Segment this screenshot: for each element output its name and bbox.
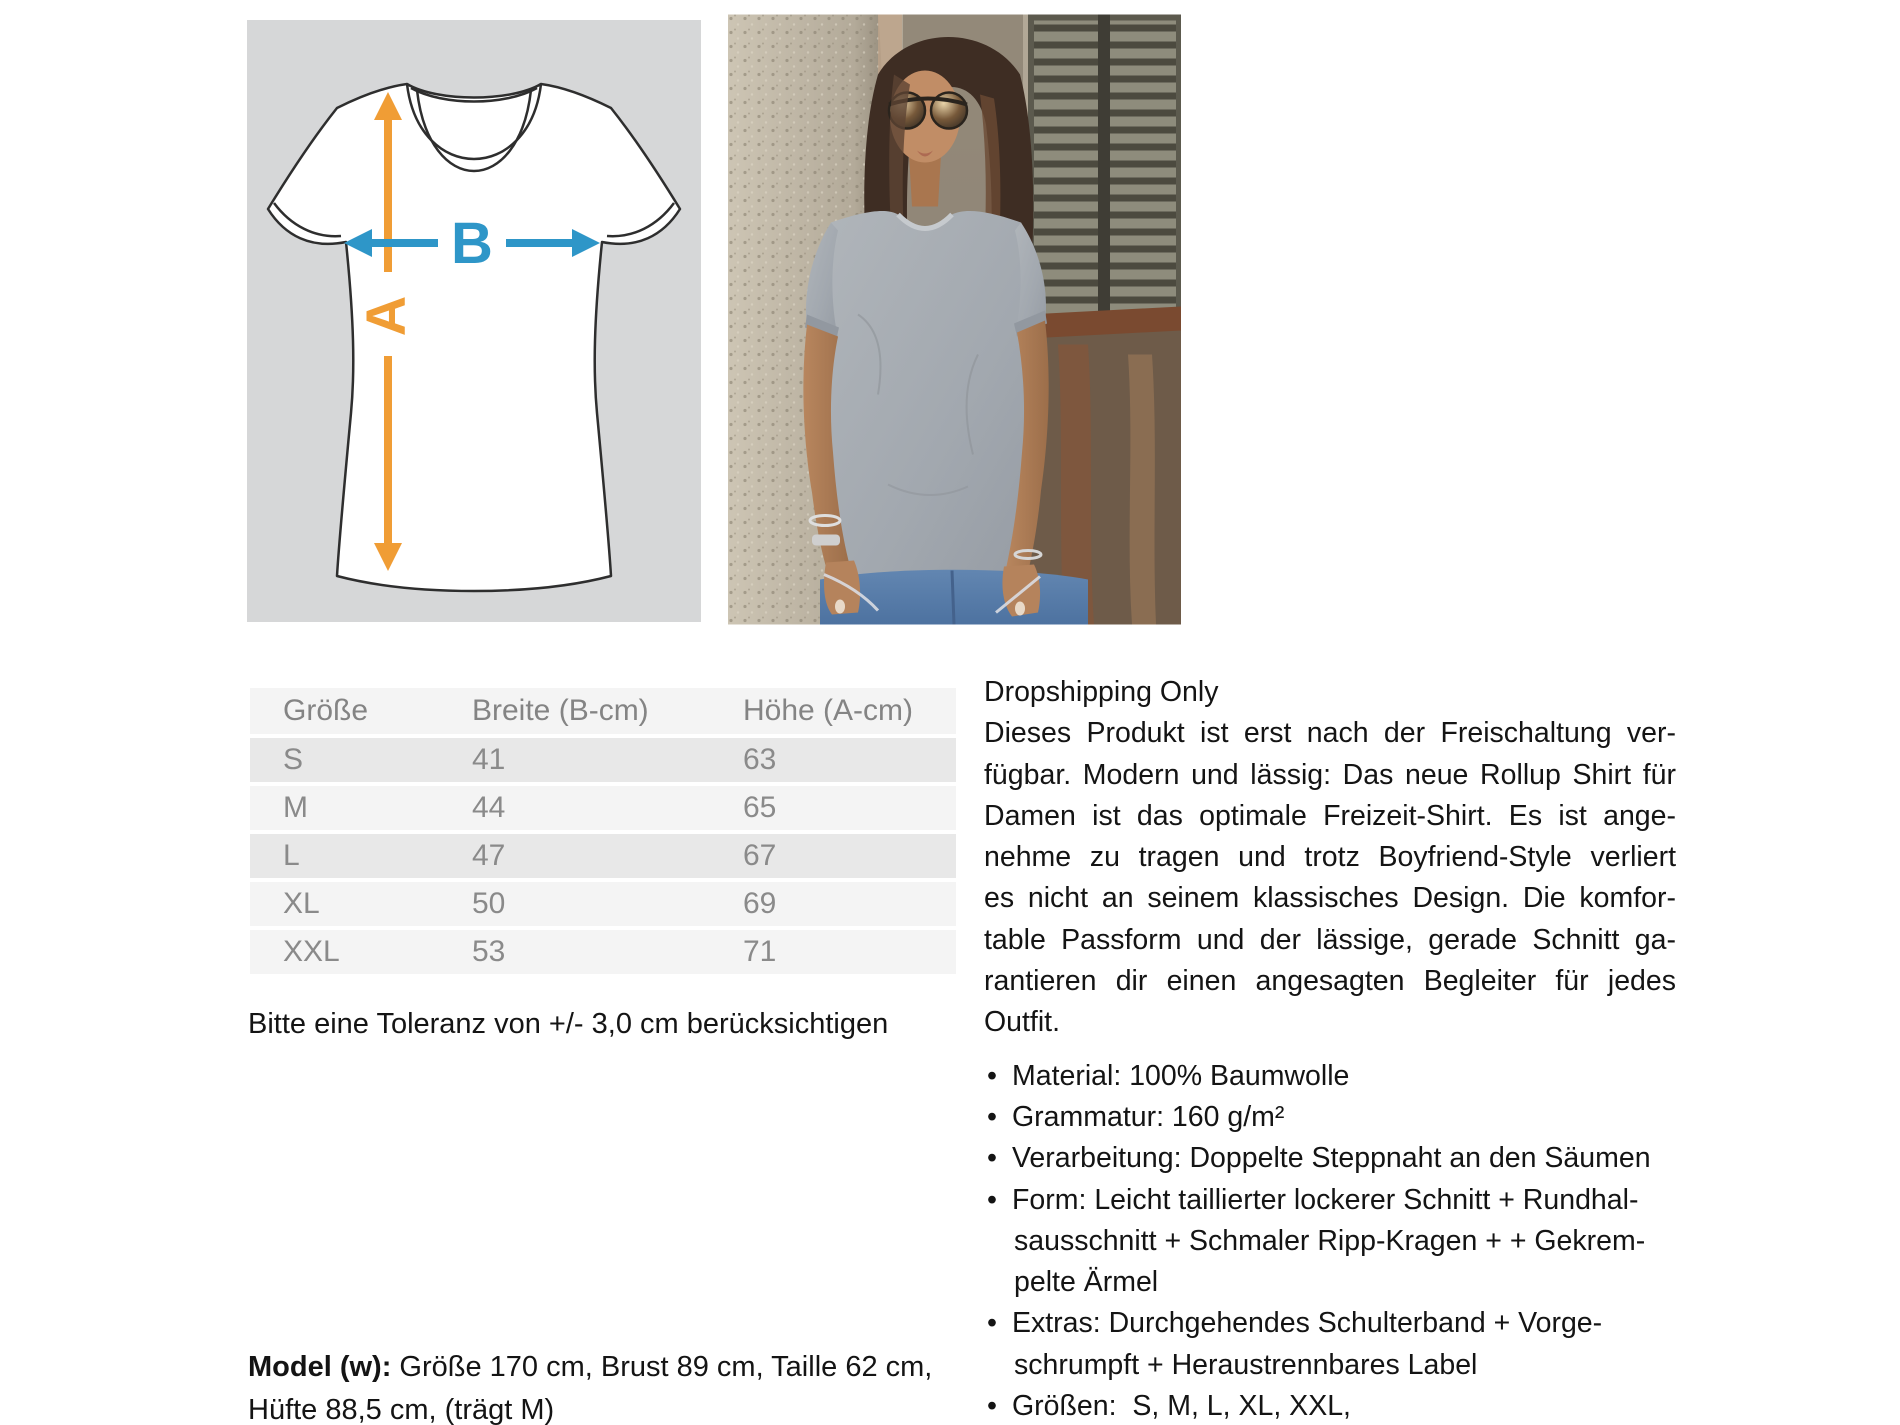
cell-size: XXL [283,935,340,968]
cell-width: 47 [472,839,506,872]
description-line: Dieses Produkt ist erst nach der Freischaltung ver- [984,717,1676,750]
cell-width: 41 [472,743,506,776]
cell-size: M [283,791,308,824]
description-line: rantieren dir einen angesagten Begleiter für jedes [984,965,1676,998]
bullet-icon: • [987,1059,997,1092]
column-header-width: Breite (B-cm) [472,694,649,727]
description-title: Dropshipping Only [984,676,1219,708]
tshirt-outline [268,84,680,591]
spec-item-extras-cont: schrumpft + Heraustrennbares Label [1014,1348,1478,1381]
size-table [250,688,956,978]
description-line: es nicht an seinem klassisches Design. Die komfor- [984,882,1676,915]
cell-size: S [283,743,304,776]
description-line: Damen ist das optimale Freizeit-Shirt. Es ist ange- [984,799,1676,832]
cell-height: 63 [743,743,777,776]
cell-height: 71 [743,935,777,968]
spec-item-verarbeitung: • Verarbeitung: Doppelte Steppnaht an den Säumen [984,1138,1676,1179]
model-measurements [248,1346,1008,1425]
model-photo-illustration [728,14,1181,625]
bullet-icon: • [987,1100,997,1133]
cell-height: 69 [743,887,777,920]
tshirt-measurement-diagram [247,20,701,622]
column-header-size: Größe [283,694,369,727]
model-photo [728,14,1181,625]
cell-size: L [283,839,300,872]
spec-item-form: • Form: Leicht taillierter lockerer Schnitt + Rundhal- [984,1180,1676,1221]
description-line: fügbar. Modern und lässig: Das neue Rollup Shirt für [984,758,1676,791]
tolerance-note: Bitte eine Toleranz von +/- 3,0 cm berücksichtigen [248,1008,889,1040]
bullet-icon: • [987,1142,997,1175]
column-header-height: Höhe (A-cm) [743,694,914,727]
cell-height: 65 [743,791,777,824]
table-row [250,834,956,878]
size-diagram-panel [247,20,701,622]
spec-item-groessen: • Größen: S, M, L, XL, XXL, [984,1386,1676,1425]
spec-item-form-cont: sausschnitt + Schmaler Ripp-Kragen + + Gekrem- [1014,1224,1646,1257]
spec-item-form-cont: pelte Ärmel [1014,1266,1159,1299]
table-row [250,786,956,830]
model-measurements-line2: Hüfte 88,5 cm, (trägt M) [248,1394,555,1425]
cell-height: 67 [743,839,777,872]
model-label: Model (w): [248,1351,392,1383]
table-row [250,738,956,782]
product-description [984,672,1676,1425]
model-measurements-line1: Model (w): Größe 170 cm, Brust 89 cm, Taille 62 cm, [248,1351,933,1383]
spec-item-extras: • Extras: Durchgehendes Schulterband + Vorge- [984,1303,1676,1344]
table-row [250,882,956,926]
description-line: Outfit. [984,1006,1061,1039]
spec-item-material: • Material: 100% Baumwolle [984,1056,1676,1097]
bullet-icon: • [987,1183,997,1216]
description-line: table Passform und der lässige, gerade Schnitt ga- [984,923,1676,956]
cell-width: 50 [472,887,506,920]
width-label: B [451,211,493,276]
height-label: A [354,295,417,337]
jeans [820,570,1088,625]
size-table-header-row [250,688,956,734]
bullet-icon: • [987,1307,997,1340]
spec-item-grammatur: • Grammatur: 160 g/m² [984,1097,1676,1138]
cell-width: 44 [472,791,506,824]
bullet-icon: • [987,1390,997,1423]
description-line: nehme zu tragen und trotz Boyfriend-Style verliert [984,841,1676,874]
spec-list [984,1056,1676,1425]
cell-width: 53 [472,935,506,968]
table-row [250,930,956,974]
cell-size: XL [283,887,320,920]
